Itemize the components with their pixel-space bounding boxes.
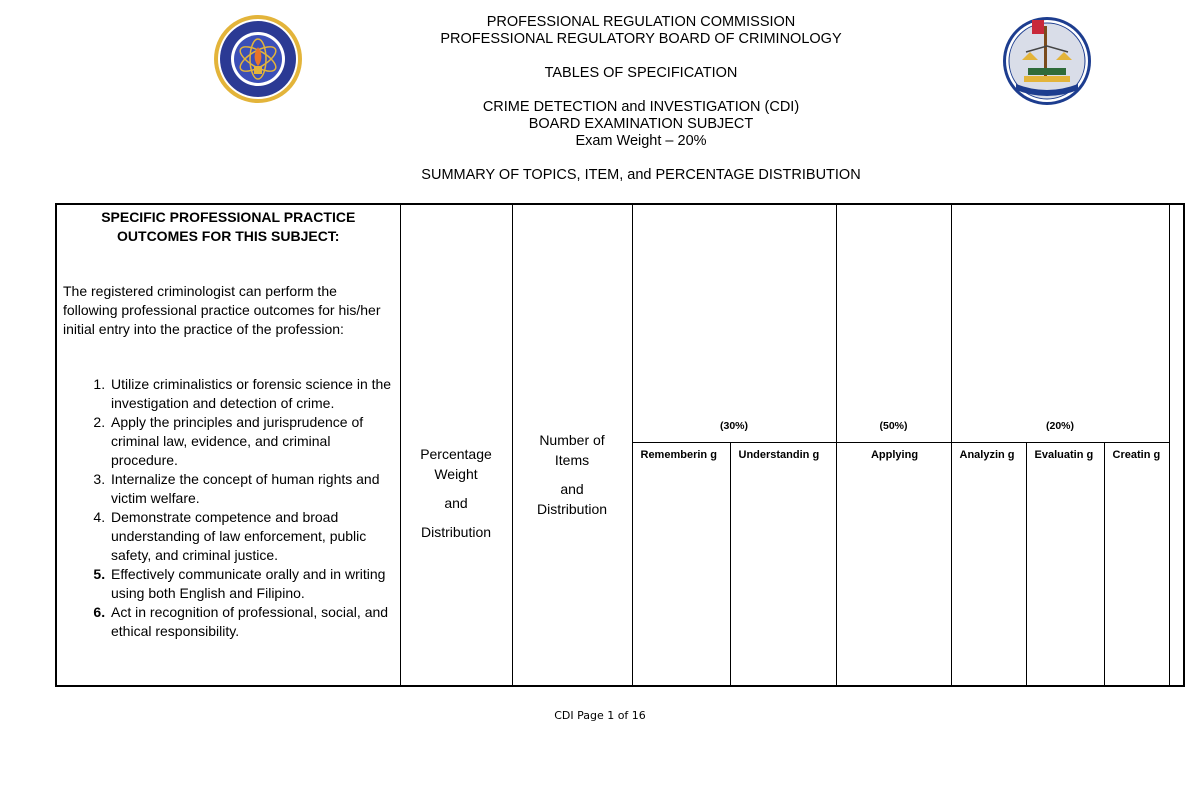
page-footer: CDI Page 1 of 16 (554, 709, 646, 722)
header-line-board-exam: BOARD EXAMINATION SUBJECT (528, 116, 754, 132)
outcome-item: 4. Demonstrate competence and broad understanding of law enforcement, public safety, and criminal justice. (109, 508, 394, 565)
level-remembering: Rememberin g (632, 442, 730, 686)
items-label: Items (554, 451, 590, 468)
board-of-criminology-logo (1002, 12, 1092, 106)
header-line-commission: PROFESSIONAL REGULATION COMMISSION (486, 14, 796, 30)
pct-group-50: (50%) (836, 204, 951, 442)
outcome-item: 1. Utilize criminalistics or forensic science in the investigation and detection of crime. (109, 375, 394, 413)
level-creating: Creatin g (1104, 442, 1169, 686)
pct-group-30: (30%) (632, 204, 836, 442)
distribution-label: Distribution (536, 500, 608, 517)
distribution-label: Distribution (420, 524, 492, 541)
percentage-weight-header (400, 204, 512, 686)
header-line-board: PROFESSIONAL REGULATORY BOARD OF CRIMINOLOGY (440, 31, 842, 47)
pct-group-20: (20%) (951, 204, 1169, 442)
header-line-exam-weight: Exam Weight – 20% (575, 133, 707, 149)
and-label: and (560, 481, 584, 497)
outcomes-list (63, 375, 394, 641)
header-line-tos: TABLES OF SPECIFICATION (544, 65, 738, 81)
level-applying: Applying (836, 442, 951, 686)
and-label: and (444, 494, 468, 511)
outcomes-cell (56, 204, 400, 686)
level-evaluating: Evaluatin g (1026, 442, 1104, 686)
outcomes-intro: The registered criminologist can perform the following professional practice outcomes for his/her initial entry into the practice of the profession: (63, 283, 381, 337)
percentage-label: Percentage (420, 446, 492, 463)
header-line-summary: SUMMARY OF TOPICS, ITEM, and PERCENTAGE DISTRIBUTION (421, 167, 861, 183)
specification-table (55, 203, 1185, 687)
level-understanding: Understandin g (730, 442, 836, 686)
trailing-column (1169, 204, 1184, 686)
outcome-item: 3. Internalize the concept of human rights and victim welfare. (109, 470, 394, 508)
outcome-item: 5. Effectively communicate orally and in writing using both English and Filipino. (109, 565, 394, 603)
outcome-item: 6. Act in recognition of professional, social, and ethical responsibility. (109, 603, 394, 641)
level-analyzing: Analyzin g (951, 442, 1026, 686)
number-of-items-header (512, 204, 632, 686)
number-of-label: Number of (539, 432, 605, 448)
outcome-item: 2. Apply the principles and jurisprudence of criminal law, evidence, and criminal procedure. (109, 413, 394, 470)
outcomes-heading: SPECIFIC PROFESSIONAL PRACTICE OUTCOMES FOR THIS SUBJECT: (101, 209, 356, 244)
document-header (300, 14, 982, 184)
weight-label: Weight (434, 465, 478, 482)
prc-seal-logo (213, 14, 303, 104)
header-line-subject: CRIME DETECTION and INVESTIGATION (CDI) (482, 99, 800, 115)
